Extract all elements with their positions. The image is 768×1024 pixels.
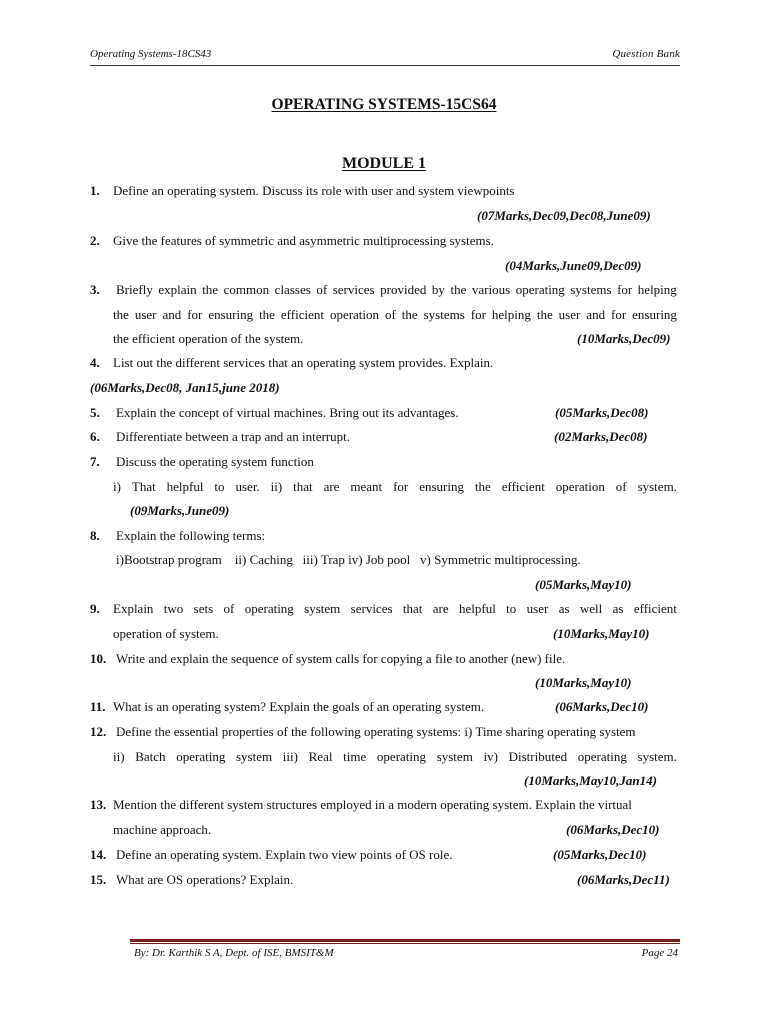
- question-text: Briefly explain the common classes of services provided by the various operating systems for helping: [116, 282, 677, 297]
- question-number: 8.: [90, 528, 100, 543]
- header-course: Operating Systems-18CS43: [90, 48, 212, 60]
- question-marks: (06Marks,Dec10): [555, 699, 649, 714]
- question-text: What is an operating system? Explain the goals of an operating system.: [113, 699, 485, 714]
- module-heading: MODULE 1: [342, 155, 426, 172]
- question-marks: (06Marks,Dec11): [577, 872, 670, 887]
- header-divider: [90, 65, 680, 66]
- question-marks: (10Marks,May10): [535, 675, 632, 690]
- question-text: Define the essential properties of the following operating systems: i) Time sharing operating system: [116, 724, 636, 739]
- question-number: 11.: [90, 699, 106, 714]
- question-number: 13.: [90, 797, 107, 812]
- question-text: Explain the following terms:: [116, 528, 266, 543]
- question-text: the efficient operation of the system.: [113, 331, 304, 346]
- question-text: Give the features of symmetric and asymmetric multiprocessing systems.: [113, 233, 494, 248]
- question-marks: (10Marks,May10): [553, 626, 650, 641]
- question-text: machine approach.: [113, 822, 212, 837]
- question-number: 2.: [90, 233, 100, 248]
- question-number: 6.: [90, 429, 100, 444]
- question-number: 15.: [90, 872, 107, 887]
- question-number: 12.: [90, 724, 107, 739]
- question-marks: (07Marks,Dec09,Dec08,June09): [477, 208, 651, 223]
- question-marks: (05Marks,May10): [535, 577, 632, 592]
- question-marks: (02Marks,Dec08): [554, 429, 648, 444]
- question-text: Discuss the operating system function: [116, 454, 314, 469]
- question-text: the user and for ensuring the efficient operation of the systems for helping the user and for ensuring: [113, 307, 677, 322]
- question-marks: (04Marks,June09,Dec09): [505, 258, 642, 273]
- question-text: Write and explain the sequence of system calls for copying a file to another (new) file.: [116, 651, 566, 666]
- page-number: Page 24: [641, 947, 678, 959]
- question-text: Explain two sets of operating system services that are helpful to user as well as efficient: [113, 601, 677, 616]
- question-number: 7.: [90, 454, 100, 469]
- question-text: Mention the different system structures employed in a modern operating system. Explain the virtual: [113, 797, 632, 812]
- question-number: 10.: [90, 651, 107, 666]
- question-text: Explain the concept of virtual machines. Bring out its advantages.: [116, 405, 459, 420]
- question-number: 1.: [90, 183, 100, 198]
- question-marks: (09Marks,June09): [130, 503, 230, 518]
- question-marks: (05Marks,Dec10): [553, 847, 647, 862]
- question-text: i) That helpful to user. ii) that are meant for ensuring the efficient operation of system.: [113, 479, 677, 494]
- question-text: List out the different services that an operating system provides. Explain.: [113, 355, 494, 370]
- question-number: 5.: [90, 405, 100, 420]
- question-text: What are OS operations? Explain.: [116, 872, 294, 887]
- question-number: 4.: [90, 355, 100, 370]
- footer-author: By: Dr. Karthik S A, Dept. of ISE, BMSIT&M: [134, 947, 334, 959]
- question-marks: (10Marks,Dec09): [577, 331, 671, 346]
- page-title: OPERATING SYSTEMS-15CS64: [271, 96, 497, 113]
- question-text: Define an operating system. Explain two view points of OS role.: [116, 847, 453, 862]
- question-text: Define an operating system. Discuss its role with user and system viewpoints: [113, 183, 515, 198]
- question-marks: (06Marks,Dec08, Jan15,june 2018): [90, 380, 280, 395]
- question-marks: (06Marks,Dec10): [566, 822, 660, 837]
- question-marks: (05Marks,Dec08): [555, 405, 649, 420]
- question-text: operation of system.: [113, 626, 219, 641]
- question-text: ii) Batch operating system iii) Real time operating system iv) Distributed operating system.: [113, 749, 677, 764]
- footer-divider: [130, 939, 680, 942]
- question-number: 9.: [90, 601, 100, 616]
- question-text: i)Bootstrap program ii) Caching iii) Trap iv) Job pool v) Symmetric multiprocessing.: [116, 552, 581, 567]
- footer-divider: [130, 943, 680, 944]
- question-number: 3.: [90, 282, 100, 297]
- question-text: Differentiate between a trap and an interrupt.: [116, 429, 351, 444]
- question-marks: (10Marks,May10,Jan14): [524, 773, 657, 788]
- header-doc-type: Question Bank: [612, 48, 680, 60]
- question-number: 14.: [90, 847, 107, 862]
